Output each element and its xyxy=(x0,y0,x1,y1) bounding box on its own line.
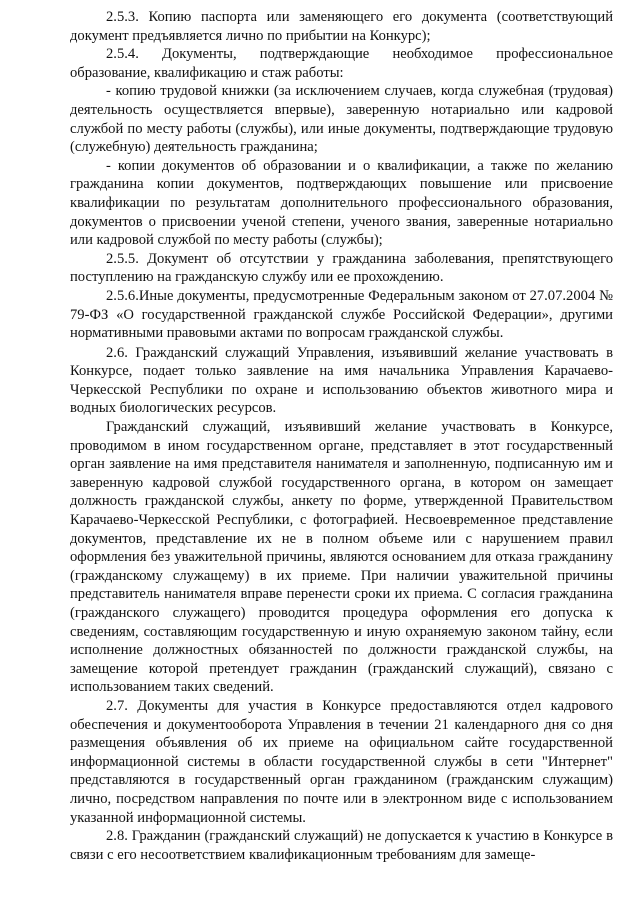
paragraph-2-7: 2.7. Документы для участия в Конкурсе предоставляются отдел кадрового обеспечения и документооборота Управления в течении 21 календарного дня со дня размещения объявления об их приеме на официальном сайте государственной информационной системы в области государственной службы в сети "Интернет" представляются в государственный орган гражданином (гражданским служащим) лично, посредством направления по почте или в электронном виде с использованием указанной информационной системы. xyxy=(70,697,613,826)
paragraph-2-5-4: 2.5.4. Документы, подтверждающие необходимое профессиональное образование, квалификацию и стаж работы: xyxy=(70,46,613,81)
paragraph-2-5-5: 2.5.5. Документ об отсутствии у гражданина заболевания, препятствующего поступлению на гражданскую службу или ее прохождению. xyxy=(70,250,613,286)
paragraph-2-6: 2.6. Гражданский служащий Управления, изъявивший желание участвовать в Конкурсе, подает только заявление на имя начальника Управления Карачаево-Черкесской Республики по охране и использованию объектов животного мира и водных биологических ресурсов. xyxy=(70,344,613,417)
paragraph-2-5-6: 2.5.6.Иные документы, предусмотренные Федеральным законом от 27.07.2004 № 79-ФЗ «О государственной гражданской службе Российской Федерации», другими нормативными правовыми актами по вопросам гражданской службы. xyxy=(70,287,613,342)
paragraph-work-record-copy: - копию трудовой книжки (за исключением случаев, когда служебная (трудовая) деятельность осуществляется впервые), заверенную нотариально или кадровой службой по месту работы (службы), или иные документы, подтверждающие трудовую (служебную) деятельность гражданина; xyxy=(70,83,613,156)
paragraph-2-8: 2.8. Гражданин (гражданский служащий) не допускается к участию в Конкурсе в связи с его несоответствием квалификационным требованиям для замеще- xyxy=(70,828,613,863)
paragraph-2-5-3: 2.5.3. Копию паспорта или заменяющего его документа (соответствующий документ предъявляется лично по прибытии на Конкурс); xyxy=(70,9,613,44)
paragraph-civil-servant-other-body: Гражданский служащий, изъявивший желание участвовать в Конкурсе, проводимом в ином государственном органе, представляет в этот государственный орган заявление на имя представителя нанимателя и заполненную, подписанную им и заверенную кадровой службой государственного органа, в котором он замещает должность гражданской службы, анкету по форме, утвержденной Правительством Карачаево-Черкесской Республики, с фотографией. Несвоевременное представление документов, представление их не в полном объеме или с нарушением правил оформления без уважительной причины, являются основанием для отказа гражданину (гражданскому служащему) в их приеме. При наличии уважительной причины представитель нанимателя вправе перенести сроки их приема. С согласия гражданина (гражданского служащего) проводится процедура оформления его допуска к сведениям, составляющим государственную и иную охраняемую законом тайну, если исполнение должностных обязанностей по должности гражданской службы, на замещение которой претендует гражданин (гражданский служащий), связано с использованием таких сведений. xyxy=(70,419,613,696)
paragraph-education-documents: - копии документов об образовании и о квалификации, а также по желанию гражданина копии документов, подтверждающих повышение или присвоение квалификации по результатам дополнительного профессионального образования, документов о присвоении ученой степени, ученого звания, заверенные нотариально или кадровой службой по месту работы (службы); xyxy=(70,157,613,249)
